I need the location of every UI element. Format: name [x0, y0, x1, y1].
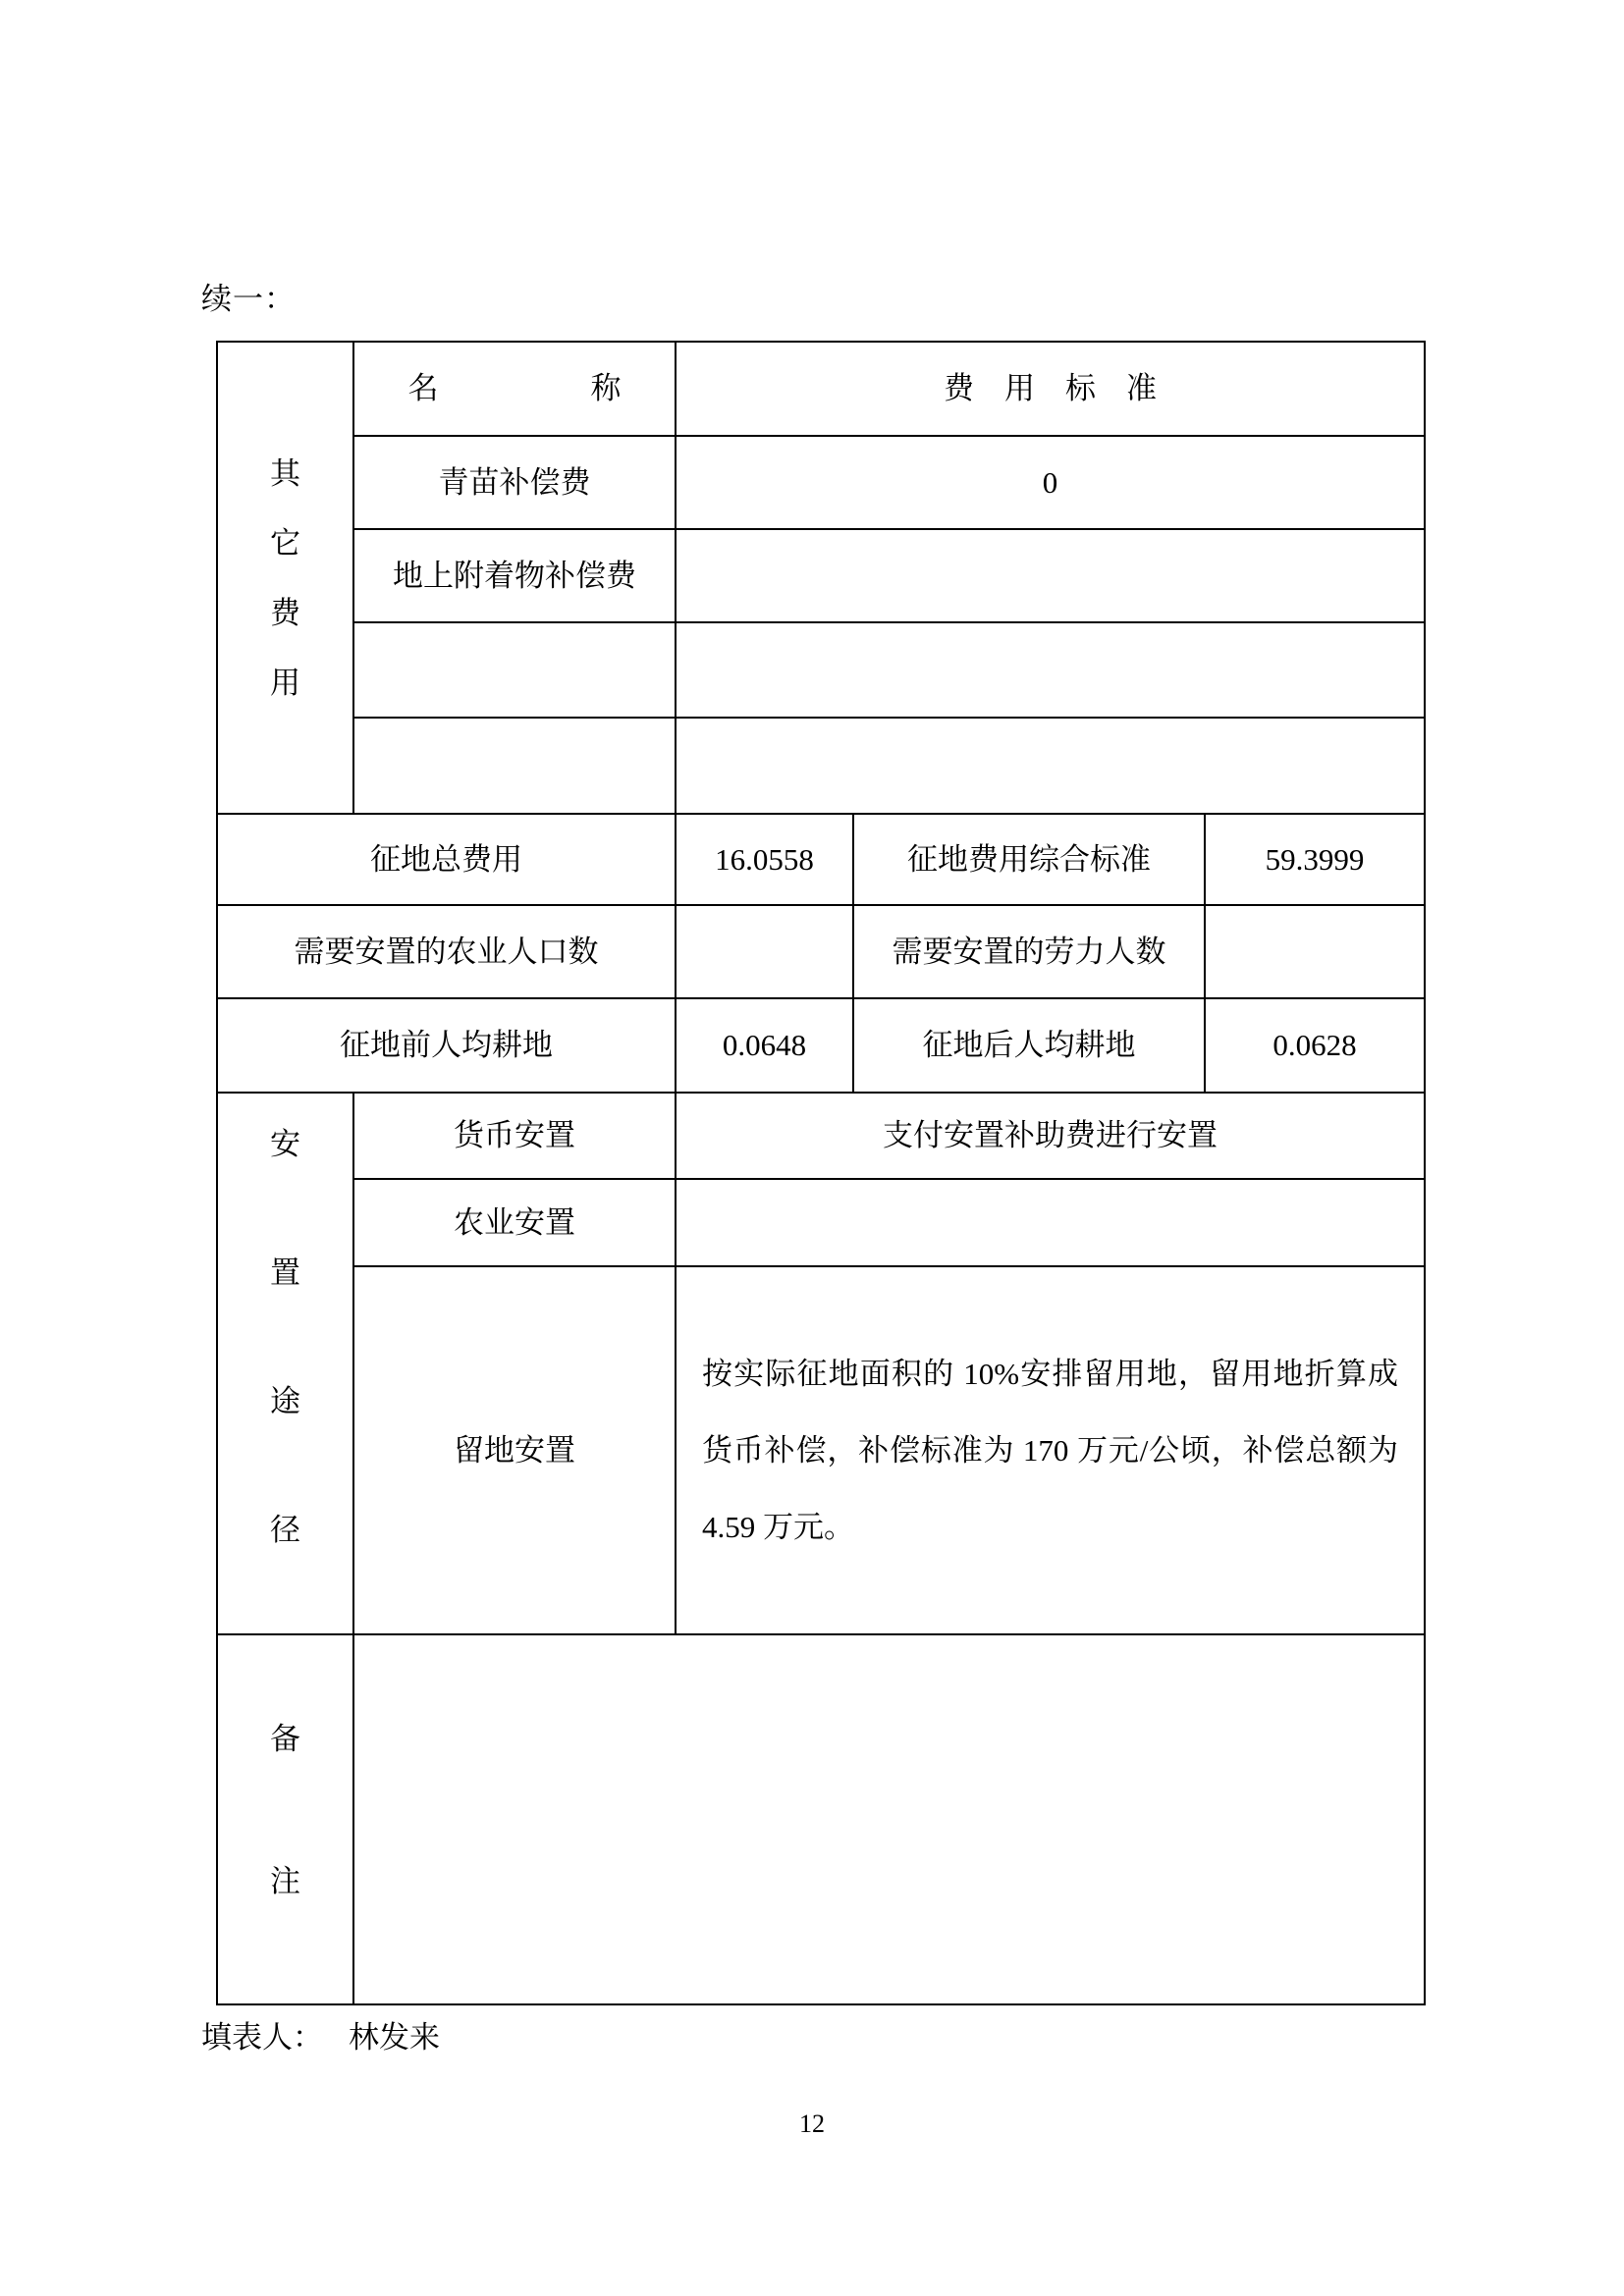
- table-row: [217, 436, 1425, 529]
- fee-standard-cell: 0: [676, 436, 1425, 529]
- table-row: [217, 905, 1425, 998]
- summary-value-cell: [676, 905, 853, 998]
- page-number: 12: [799, 2109, 825, 2138]
- table-row: [217, 718, 1425, 814]
- table-row: [217, 1093, 1425, 1179]
- remark-section-label: [217, 1634, 353, 2004]
- fee-standard-cell: [676, 529, 1425, 622]
- compensation-table: [216, 341, 1426, 2005]
- resettlement-char: 途: [270, 1384, 300, 1418]
- other-fees-char: 费: [270, 595, 300, 630]
- summary-value-cell: 0.0628: [1205, 998, 1425, 1093]
- fee-standard-cell: [676, 622, 1425, 718]
- table-row: [217, 1266, 1425, 1634]
- land-reservation-paragraph: 按实际征地面积的 10%安排留用地，留用地折算成货币补偿，补偿标准为 170 万元/公顷，补偿总额为 4.59 万元。: [702, 1356, 1398, 1544]
- fee-standard-cell: [676, 718, 1425, 814]
- summary-label-cell: 征地前人均耕地: [217, 998, 676, 1093]
- fee-name-cell: [353, 622, 676, 718]
- remark-char: 备: [270, 1721, 300, 1756]
- summary-label-cell: 需要安置的农业人口数: [217, 905, 676, 998]
- resettlement-type-cell: 货币安置: [353, 1093, 676, 1179]
- header-standard-cell: 费 用 标 准: [676, 342, 1425, 436]
- resettlement-char: 置: [270, 1255, 300, 1290]
- table-row: [217, 814, 1425, 905]
- summary-label-cell: 征地总费用: [217, 814, 676, 905]
- resettlement-char: 安: [270, 1127, 300, 1161]
- summary-value-cell: 16.0558: [676, 814, 853, 905]
- fee-name-cell: 青苗补偿费: [353, 436, 676, 529]
- remark-char: 注: [270, 1863, 300, 1898]
- table-row: [217, 1634, 1425, 2004]
- table-row: [217, 622, 1425, 718]
- fee-name-cell: [353, 718, 676, 814]
- table-row: [217, 342, 1425, 436]
- other-fees-char: 其: [270, 455, 300, 491]
- table-row: [217, 1179, 1425, 1266]
- resettlement-type-cell: 农业安置: [353, 1179, 676, 1266]
- remark-content-cell: [353, 1634, 1425, 2004]
- header-name-cell: 名 称: [353, 342, 676, 436]
- table-row: [217, 529, 1425, 622]
- continuation-label: 续一：: [201, 282, 296, 316]
- summary-label-cell: 需要安置的劳力人数: [853, 905, 1205, 998]
- resettlement-content-cell: [676, 1266, 1425, 1634]
- fee-name-cell: 地上附着物补偿费: [353, 529, 676, 622]
- resettlement-content-cell: [676, 1179, 1425, 1266]
- other-fees-section-label: [217, 342, 353, 814]
- summary-label-cell: 征地费用综合标准: [853, 814, 1205, 905]
- table-row: [217, 998, 1425, 1093]
- resettlement-type-cell: 留地安置: [353, 1266, 676, 1634]
- resettlement-char: 径: [270, 1513, 300, 1547]
- summary-label-cell: 征地后人均耕地: [853, 998, 1205, 1093]
- form-filler-label: 填表人：: [201, 2020, 323, 2055]
- form-filler-name: 林发来: [349, 2020, 440, 2055]
- summary-value-cell: 59.3999: [1205, 814, 1425, 905]
- other-fees-char: 用: [270, 665, 300, 700]
- resettlement-content-cell: 支付安置补助费进行安置: [676, 1093, 1425, 1179]
- form-filler-line: [201, 2019, 440, 2056]
- summary-value-cell: [1205, 905, 1425, 998]
- other-fees-char: 它: [270, 525, 300, 561]
- summary-value-cell: 0.0648: [676, 998, 853, 1093]
- resettlement-section-label: [217, 1093, 353, 1634]
